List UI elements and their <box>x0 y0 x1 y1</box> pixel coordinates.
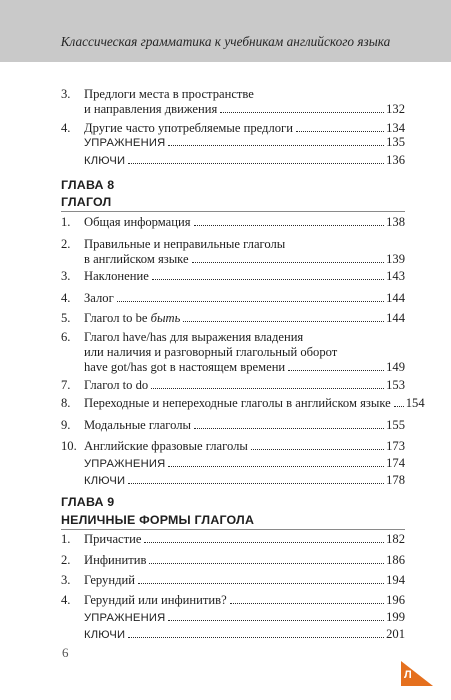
toc-entry-number: 8. <box>61 396 71 410</box>
toc-page-number: 144 <box>386 291 405 305</box>
toc-page-number: 135 <box>386 135 405 149</box>
dot-leader <box>128 637 384 638</box>
toc-page-number: 138 <box>386 215 405 229</box>
toc-entry-title: Другие часто употребляемые предлоги <box>84 121 293 135</box>
chapter-divider <box>61 211 405 212</box>
toc-entry-number: 2. <box>61 237 71 251</box>
toc-page-number: 155 <box>386 418 405 432</box>
toc-entry-number: 1. <box>61 532 71 546</box>
dot-leader <box>149 563 384 564</box>
toc-page-number: 132 <box>386 102 405 116</box>
toc-entry-title: УПРАЖНЕНИЯ <box>84 458 166 470</box>
toc-entry-number: 4. <box>61 593 71 607</box>
dot-leader <box>296 131 384 132</box>
toc-entry-number: 9. <box>61 418 71 432</box>
dot-leader <box>194 225 385 226</box>
toc-entry-title: Модальные глаголы <box>84 418 192 432</box>
dot-leader <box>194 428 384 429</box>
toc-entry-title: Глагол to be быть <box>84 311 181 325</box>
dot-leader <box>192 262 385 263</box>
dot-leader <box>251 449 384 450</box>
toc-entry-title: have got/has got в настоящем времени <box>84 360 286 374</box>
toc-entry-title: в английском языке <box>84 252 189 266</box>
toc-entry-title: КЛЮЧИ <box>84 155 126 167</box>
toc-page-number: 178 <box>386 473 405 487</box>
toc-page-number: 143 <box>386 269 405 283</box>
toc-entry-title: КЛЮЧИ <box>84 629 126 641</box>
toc-entry-title: Наклонение <box>84 269 149 283</box>
toc-page-number: 196 <box>386 593 405 607</box>
toc-entry-title: Причастие <box>84 532 142 546</box>
dot-leader <box>168 466 384 467</box>
toc-page-number: 154 <box>405 396 425 410</box>
toc-entry-number: 4. <box>61 291 71 305</box>
dot-leader <box>151 388 384 389</box>
dot-leader <box>168 145 384 146</box>
toc-page-number: 199 <box>386 610 405 624</box>
toc-entry-title: УПРАЖНЕНИЯ <box>84 137 166 149</box>
toc-entry-title: и направления движения <box>84 102 218 116</box>
toc-page-number: 201 <box>386 627 405 641</box>
toc-entry-title: КЛЮЧИ <box>84 475 126 487</box>
toc-page-number: 139 <box>386 252 405 266</box>
chapter-heading: ГЛАВА 8 <box>61 178 115 192</box>
dot-leader <box>128 163 384 164</box>
chapter-divider <box>61 529 405 530</box>
dot-leader <box>128 483 384 484</box>
toc-page-number: 134 <box>386 121 405 135</box>
toc-entry-title: УПРАЖНЕНИЯ <box>84 612 166 624</box>
book-title: Классическая грамматика к учебникам английского языка <box>60 34 391 49</box>
toc-entry-title: или наличия и разговорный глагольный оборот <box>84 345 338 359</box>
toc-entry-number: 7. <box>61 378 71 392</box>
toc-entry-number: 5. <box>61 311 71 325</box>
dot-leader <box>183 321 384 322</box>
chapter-heading: НЕЛИЧНЫЕ ФОРМЫ ГЛАГОЛА <box>61 513 255 527</box>
toc-entry-number: 6. <box>61 330 71 344</box>
toc-page-number: 182 <box>386 532 405 546</box>
toc-page-number: 173 <box>386 439 405 453</box>
dot-leader <box>144 542 384 543</box>
toc-entry-title: Английские фразовые глаголы <box>84 439 248 453</box>
toc-entry-title: Правильные и неправильные глаголы <box>84 237 286 251</box>
dot-leader <box>168 620 384 621</box>
toc-entry-title: Герундий или инфинитив? <box>84 593 227 607</box>
toc-entry-title: Залог <box>84 291 114 305</box>
toc-entry-number: 3. <box>61 573 71 587</box>
toc-page-number: 194 <box>386 573 405 587</box>
toc-page-number: 149 <box>386 360 405 374</box>
toc-entry-number: 4. <box>61 121 71 135</box>
dot-leader <box>230 603 384 604</box>
toc-page-number: 144 <box>386 311 405 325</box>
toc-page-number: 174 <box>386 456 405 470</box>
toc-page-number: 136 <box>386 153 405 167</box>
toc-entry-title: Герундий <box>84 573 135 587</box>
toc-page-number: 186 <box>386 553 405 567</box>
toc-entry-title: Общая информация <box>84 215 191 229</box>
dot-leader <box>394 406 404 407</box>
chapter-heading: ГЛАВА 9 <box>61 495 115 509</box>
dot-leader <box>117 301 384 302</box>
chapter-heading: ГЛАГОЛ <box>61 195 112 209</box>
toc-entry-title: Предлоги места в пространстве <box>84 87 254 101</box>
page-number: 6 <box>62 645 69 660</box>
dot-leader <box>220 112 384 113</box>
toc-entry-title: Глагол to do <box>84 378 149 392</box>
toc-entry-title: Переходные и непереходные глаголы в английском языке <box>84 396 391 410</box>
toc-entry-title: Инфинитив <box>84 553 147 567</box>
dot-leader <box>138 583 384 584</box>
toc-entry-title: Глагол have/has для выражения владения <box>84 330 304 344</box>
toc-entry-number: 2. <box>61 553 71 567</box>
publisher-logo-letter: Л <box>404 669 412 681</box>
toc-entry-number: 10. <box>61 439 77 453</box>
dot-leader <box>288 370 384 371</box>
toc-entry-number: 3. <box>61 87 71 101</box>
toc-page-number: 153 <box>386 378 405 392</box>
toc-entry-number: 3. <box>61 269 71 283</box>
toc-entry-number: 1. <box>61 215 71 229</box>
dot-leader <box>152 279 384 280</box>
